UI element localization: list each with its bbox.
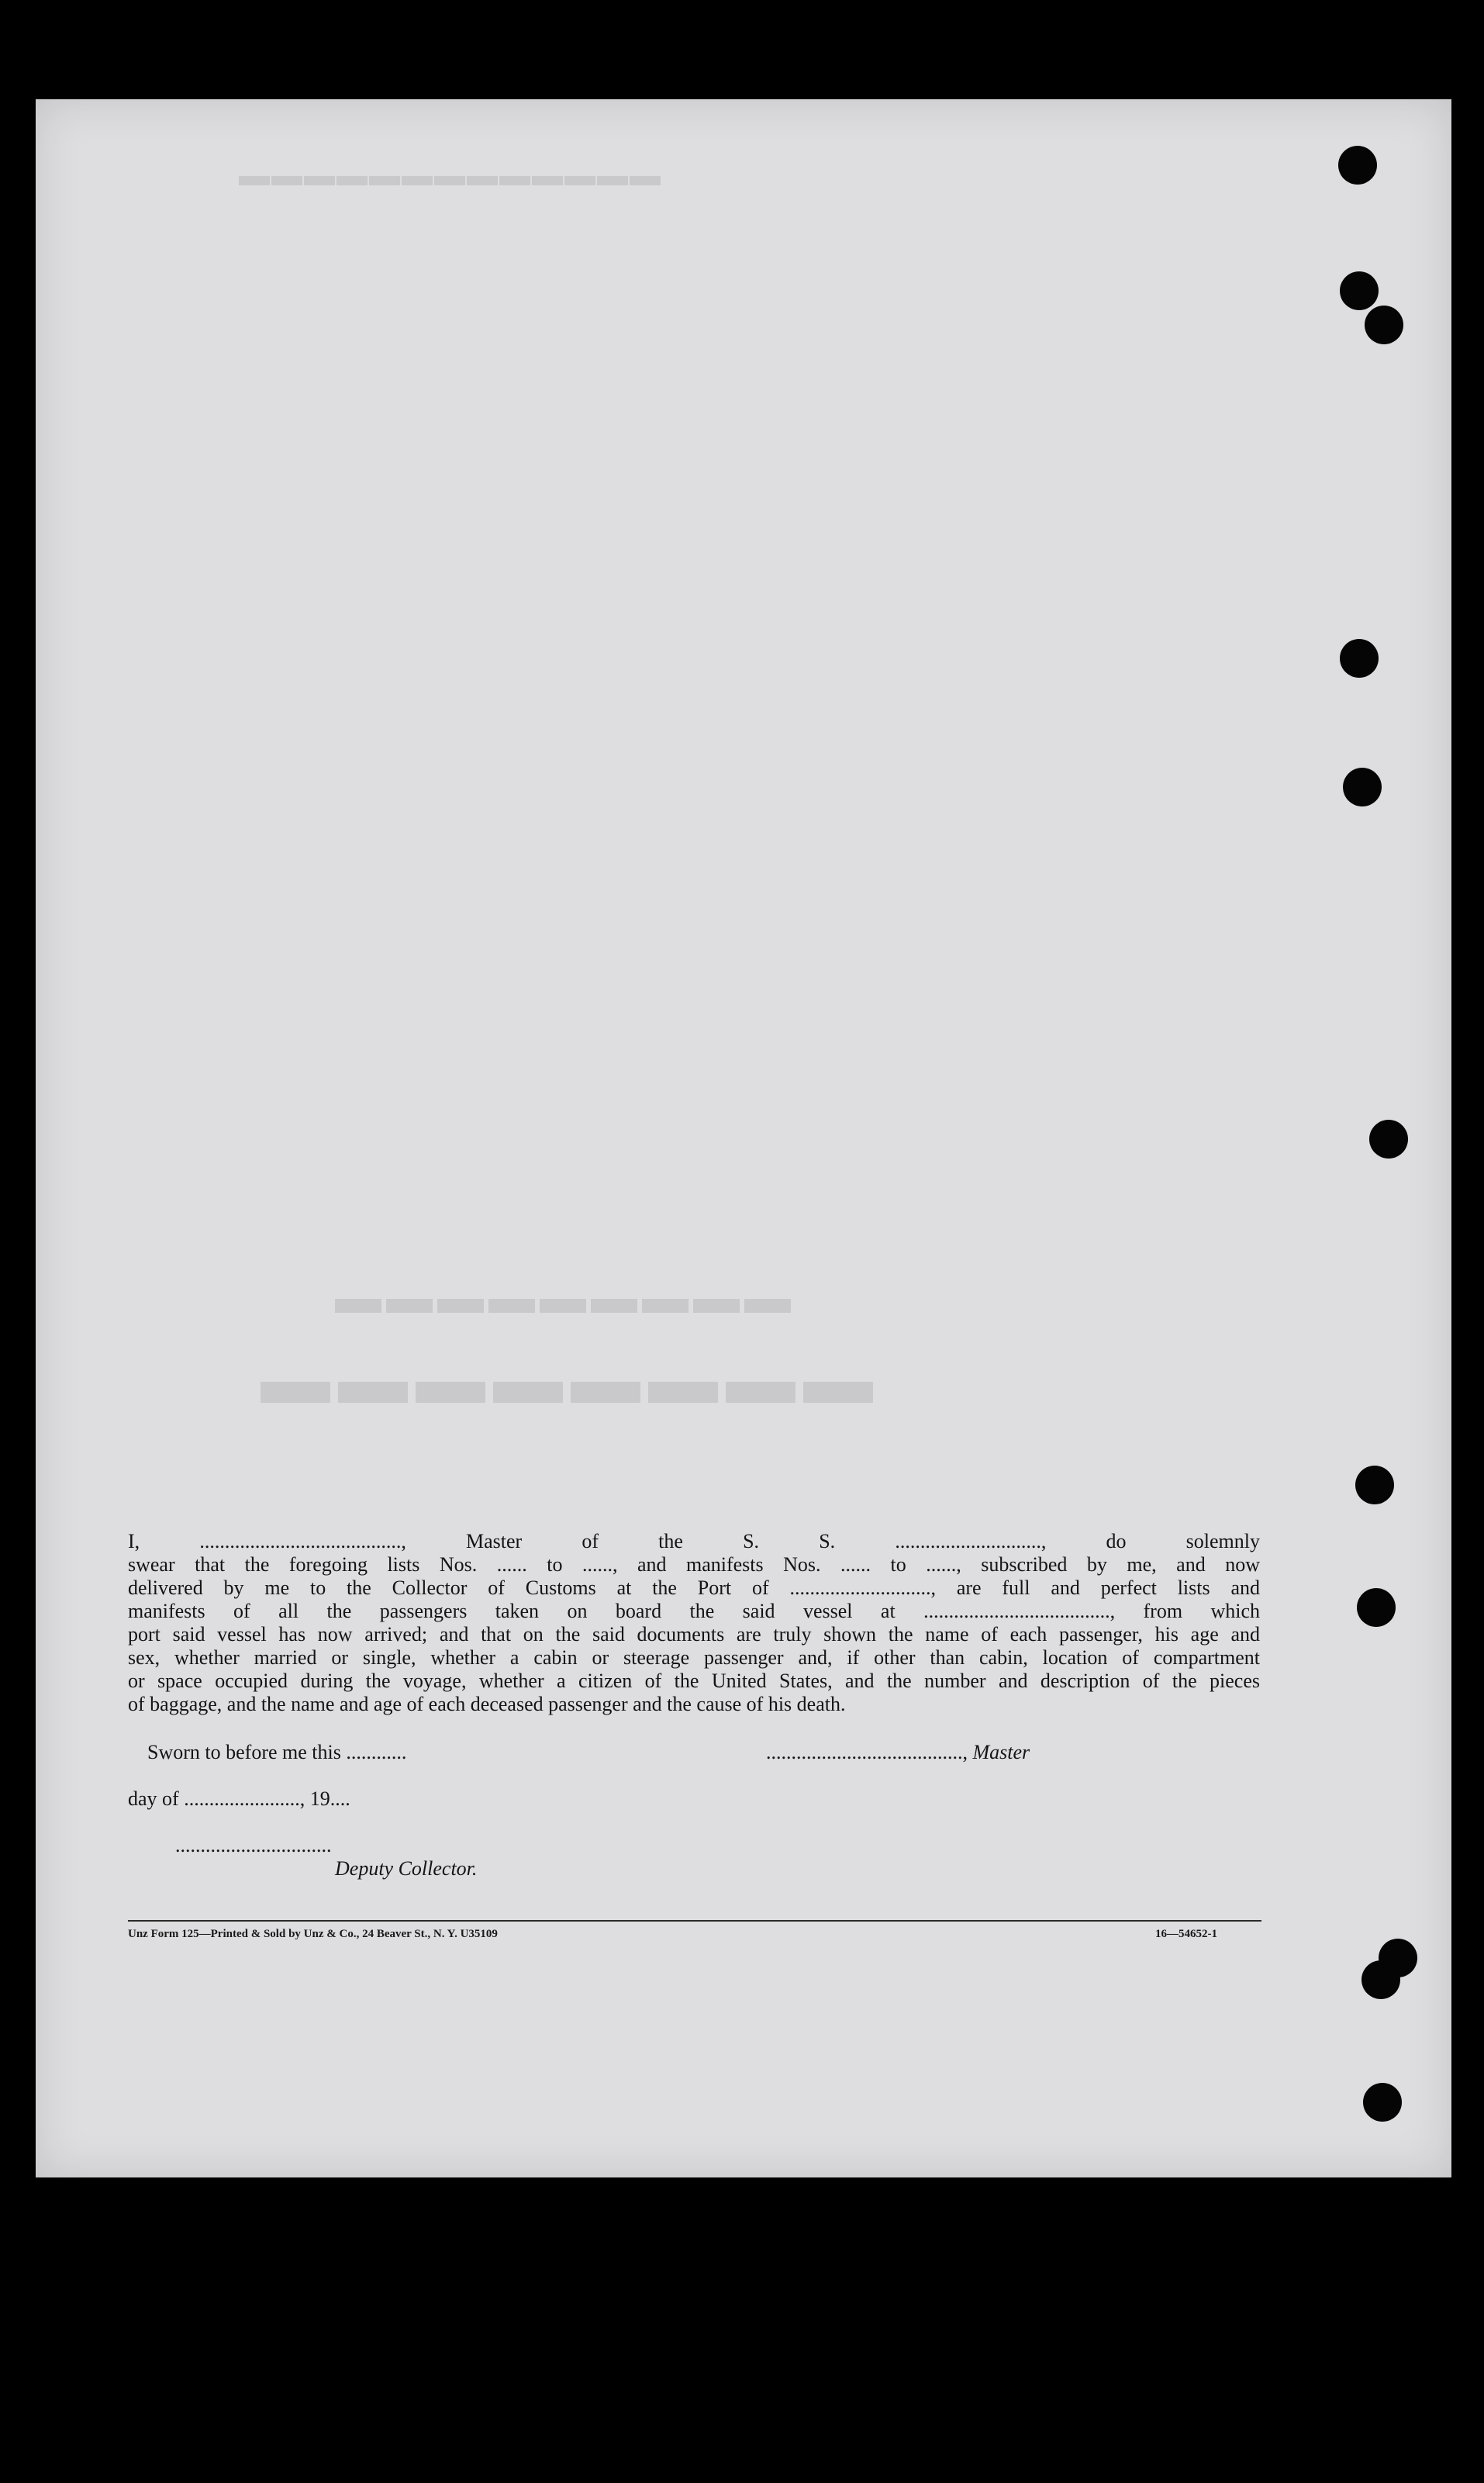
document-page [36,99,1451,2177]
bleed-through-band-2: ▬▬▬▬▬▬▬▬ [253,1341,873,1418]
master-oath-paragraph [128,1530,1260,1716]
oath-line: delivered by me to the Collector of Customs at the Port of ............................, are full and perfect lists and [128,1576,1260,1599]
oath-line: sex, whether married or single, whether a cabin or steerage passenger and, if other than cabin, location of compartment [128,1646,1260,1669]
bleed-through-band: ▬▬▬▬▬▬▬▬▬ [330,1271,791,1323]
punch-hole-4 [1340,639,1379,678]
bleed-through-heading: ▬▬▬▬▬▬▬▬▬▬▬▬▬ [237,158,661,192]
oath-line: or space occupied during the voyage, whether a citizen of the United States, and the number and description of the pieces [128,1670,1260,1692]
collector-dots: ............................... [175,1834,332,1856]
oath-line: port said vessel has now arrived; and that on the said documents are truly shown the name of each passenger, his age and [128,1623,1260,1646]
deputy-collector-label: Deputy Collector. [335,1857,478,1880]
footer-rule [128,1920,1261,1922]
punch-hole-1 [1338,146,1377,185]
oath-line: of baggage, and the name and age of each deceased passenger and the cause of his death. [128,1693,846,1715]
punch-hole-11 [1363,2083,1402,2122]
punch-hole-10 [1361,1960,1400,1999]
punch-hole-3 [1365,306,1403,344]
oath-line: swear that the foregoing lists Nos. ...... to ......, and manifests Nos. ...... to ......, subscribed by me, and now [128,1553,1260,1576]
sworn-label: Sworn to before me this ............ [147,1741,407,1763]
punch-hole-2 [1340,271,1379,310]
master-signature-line [766,1741,1030,1764]
punch-hole-6 [1369,1120,1408,1159]
punch-hole-8 [1357,1588,1396,1627]
form-number: 16—54652-1 [1155,1928,1217,1940]
day-of-label: day of ......................., 19.... [128,1787,350,1810]
master-label: Master [972,1741,1030,1763]
printer-imprint: Unz Form 125—Printed & Sold by Unz & Co., 24 Beaver St., N. Y. U35109 [128,1928,498,1940]
oath-line: I, ........................................, Master of the S. S. ............................., do solemnly [128,1530,1260,1552]
oath-line: manifests of all the passengers taken on board the said vessel at ....................................., from which [128,1600,1260,1622]
punch-hole-7 [1355,1466,1394,1504]
punch-hole-5 [1343,768,1382,806]
master-dots: ......................................., [766,1741,973,1763]
